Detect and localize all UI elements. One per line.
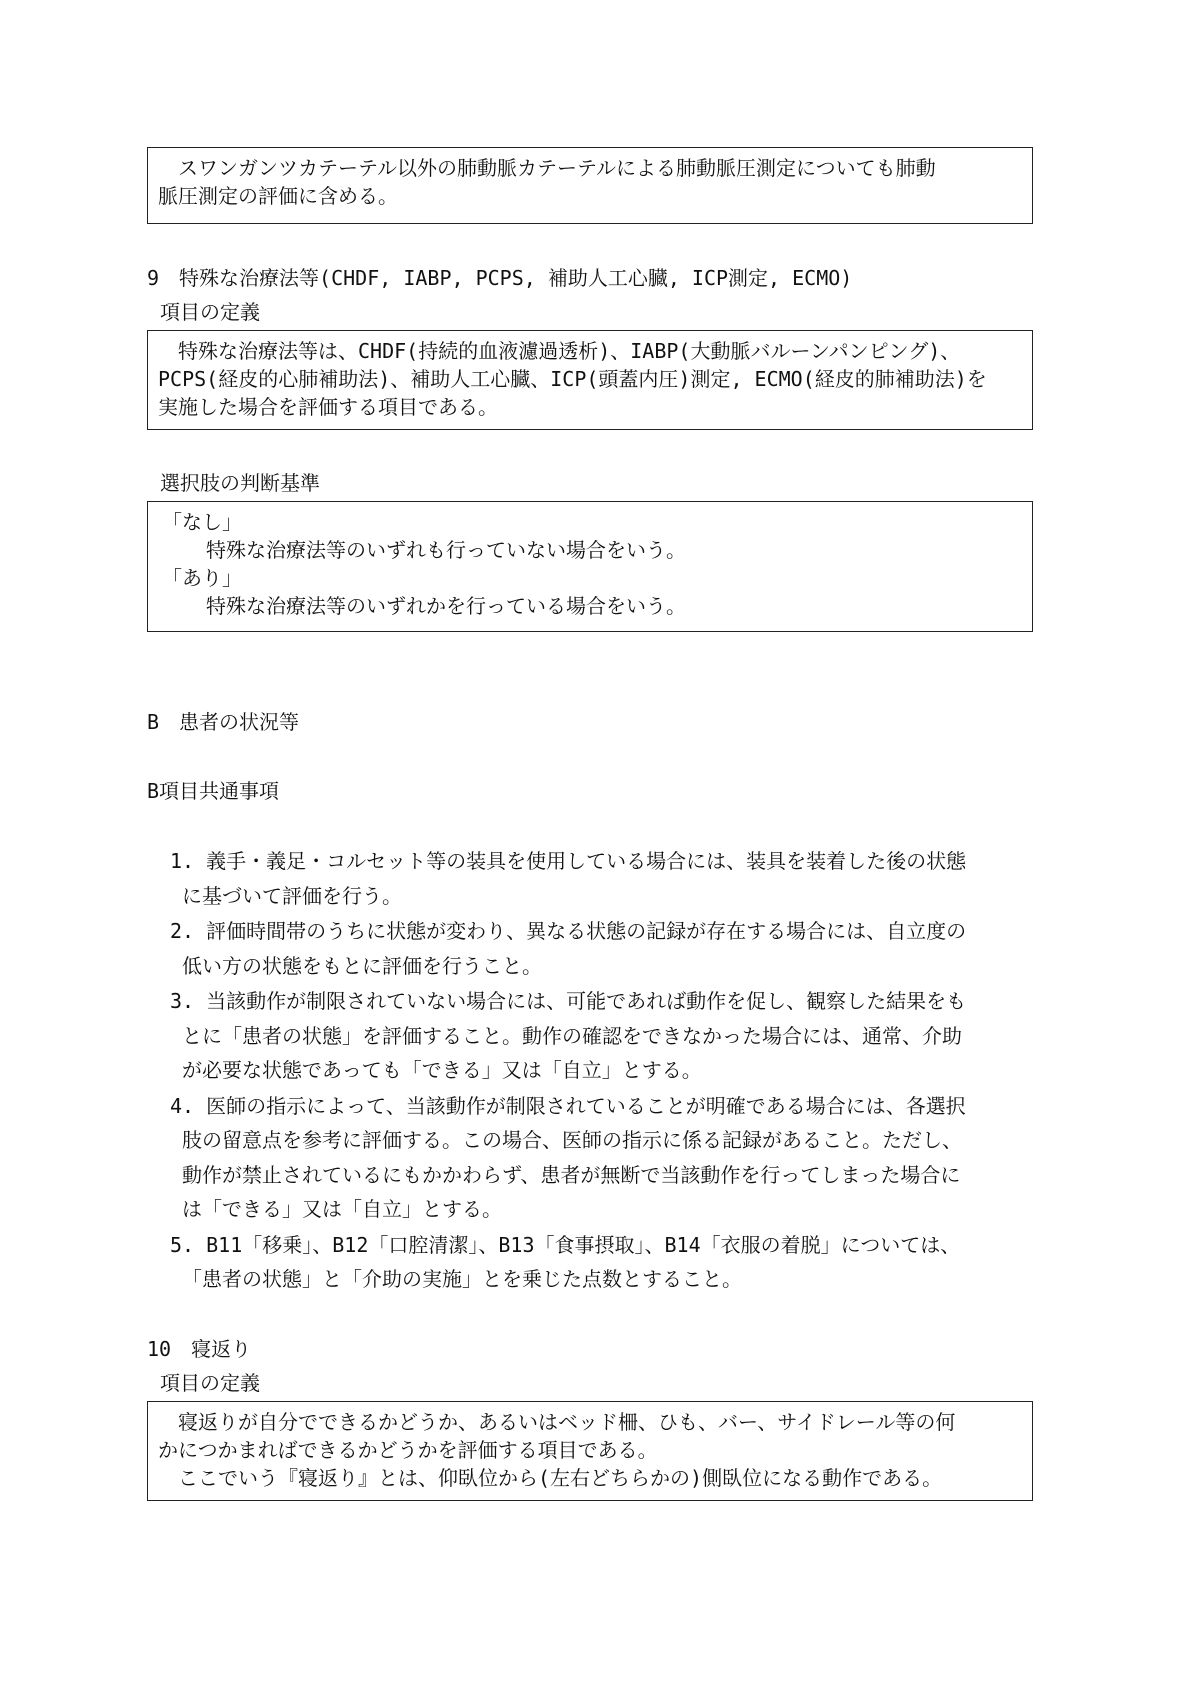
list-item [170, 1089, 1040, 1227]
note-line-2: 脈圧測定の評価に含める。 [158, 184, 398, 208]
list-item-3-row-3: が必要な状態であっても「できる」又は「自立」とする。 [182, 1058, 702, 1082]
list-item-1-row-1: 1. 義手・義足・コルセット等の装具を使用している場合には、装具を装着した後の状態 [170, 849, 967, 873]
note-line-1: スワンガンツカテーテル以外の肺動脈カテーテルによる肺動脈圧測定についても肺動 [178, 156, 936, 180]
list-item-5-row-1: 5. B11「移乗」、B12「口腔清潔」、B13「食事摂取」、B14「衣服の着脱」については、 [170, 1232, 961, 1257]
s10-definition-line-2: かにつかまればできるかどうかを評価する項目である。 [158, 1438, 658, 1462]
section-b-heading: B 患者の状況等 [147, 710, 300, 734]
option-yes-desc: 特殊な治療法等のいずれかを行っている場合をいう。 [206, 594, 686, 618]
section-9-definition-label: 項目の定義 [160, 300, 260, 324]
section-b-common-label: B項目共通事項 [147, 779, 280, 803]
list-item-5-row-2: 「患者の状態」と「介助の実施」とを乗じた点数とすること。 [182, 1267, 742, 1291]
section-9-criteria-label: 選択肢の判断基準 [160, 471, 320, 495]
list-item-2-row-1: 2. 評価時間帯のうちに状態が変わり、異なる状態の記録が存在する場合には、自立度の [170, 919, 967, 943]
section-9-heading: 9 特殊な治療法等(CHDF, IABP, PCPS, 補助人工心臓, ICP測定, ECMO) [147, 266, 853, 290]
list-item-4-row-3: 動作が禁止されているにもかかわらず、患者が無断で当該動作を行ってしまった場合に [182, 1162, 961, 1187]
section-10-heading: 10 寝返り [147, 1337, 252, 1361]
s10-definition-line-1: 寝返りが自分でできるかどうか、あるいはベッド柵、ひも、バー、サイドレール等の何 [178, 1410, 956, 1434]
s10-definition-line-3: ここでいう『寝返り』とは、仰臥位から(左右どちらかの)側臥位になる動作である。 [178, 1466, 943, 1490]
note-box [147, 147, 1033, 224]
option-yes-label: 「あり」 [162, 566, 242, 590]
list-item-3-row-1: 3. 当該動作が制限されていない場合には、可能であれば動作を促し、観察した結果をも [170, 989, 967, 1013]
section-10-definition-label: 項目の定義 [160, 1371, 260, 1395]
definition-line-1: 特殊な治療法等は、CHDF(持続的血液濾過透析)、IABP(大動脈バルーンパンピング)、 [178, 339, 961, 363]
definition-line-2: PCPS(経皮的心肺補助法)、補助人工心臓、ICP(頭蓋内圧)測定, ECMO(経皮的肺補助法)を [158, 367, 987, 391]
list-item-3-row-2: とに「患者の状態」を評価すること。動作の確認をできなかった場合には、通常、介助 [182, 1023, 962, 1048]
section-10-definition-box [147, 1401, 1033, 1501]
option-none-desc: 特殊な治療法等のいずれも行っていない場合をいう。 [206, 538, 686, 562]
section-9-definition-box [147, 330, 1033, 430]
section-9-criteria-box [147, 501, 1033, 632]
list-item [170, 914, 1040, 983]
list-item-2-row-2: 低い方の状態をもとに評価を行うこと。 [182, 953, 542, 978]
list-item [170, 984, 1040, 1088]
list-item-4-row-1: 4. 医師の指示によって、当該動作が制限されていることが明確である場合には、各選択 [170, 1093, 966, 1118]
definition-line-3: 実施した場合を評価する項目である。 [158, 395, 498, 419]
list-item [170, 1228, 1040, 1297]
option-none-label: 「なし」 [162, 510, 242, 534]
common-items-list [170, 844, 1040, 1298]
list-item-4-row-2: 肢の留意点を参考に評価する。この場合、医師の指示に係る記録があること。ただし、 [182, 1128, 962, 1152]
list-item-1-row-2: に基づいて評価を行う。 [182, 883, 402, 908]
list-item [170, 844, 1040, 913]
list-item-4-row-4: は「できる」又は「自立」とする。 [182, 1197, 502, 1221]
